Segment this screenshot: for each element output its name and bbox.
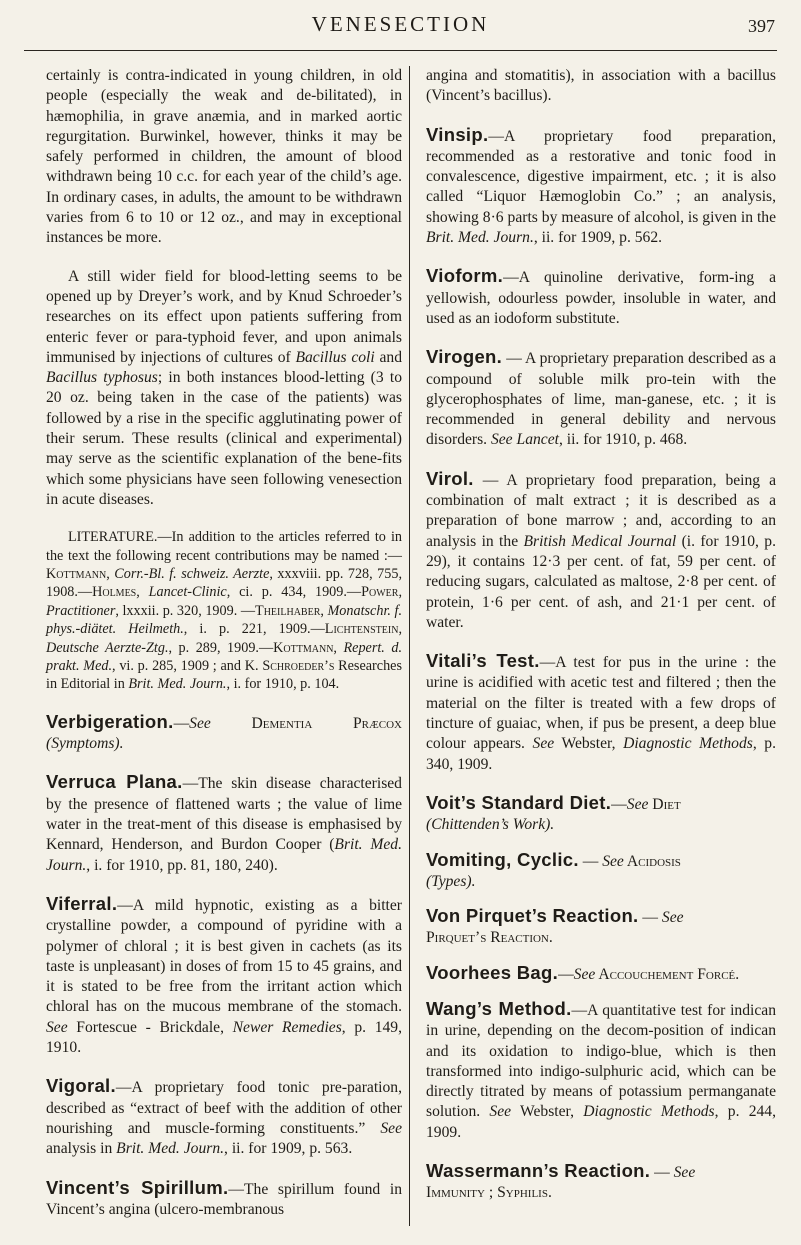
entry-verruca-plana	[46, 772, 402, 875]
see-reference: See	[532, 735, 555, 753]
entry-term: Vioform.	[426, 265, 504, 287]
text: , p. 340, 1909.	[426, 735, 776, 773]
text: ; in both instances blood-letting (3 to 20 oz. being taken in the case of the patients) was followed by a rise in the specific agglutinating power of their serum. These results (clinical and experimental) may serve as the scientific explanation of the bene-fits which some physicians have seen following venesection in acute diseases.	[46, 369, 402, 508]
text-italic: (Symptoms).	[46, 735, 124, 753]
text: , p. 244, 1909.	[426, 1103, 776, 1141]
text: —A proprietary food preparation, recommended as a restorative and tonic food in convalescence, digestive impairment, etc. ; it is also called “Liquor Hæmoglobin Co.” ; an analysis, showing 8·6 parts by measure of alcohol, is given in the	[426, 127, 776, 226]
see-reference: See	[573, 965, 596, 983]
text: ,	[333, 639, 344, 656]
text: —	[173, 714, 190, 732]
journal: Corr.-Bl. f. schweiz. Aerzte	[114, 566, 270, 583]
text-italic: (Types).	[426, 872, 476, 890]
text: and	[374, 348, 402, 366]
entry-term: Vinsip.	[426, 123, 489, 145]
author: Lichtenstein	[324, 621, 399, 638]
entry-vomiting-cyclic	[426, 850, 776, 893]
entry-vigoral	[46, 1076, 402, 1159]
text: —A test for pus in the urine : the urine is acidified with acetic test and filtered ; then the material on the filter is treated with a few drops of tincture of guaiac, when, if pus be present, a deep blue colour appears.	[426, 654, 776, 753]
see-reference: See	[189, 714, 211, 732]
cross-reference: Dementia Præcox	[210, 714, 402, 732]
entry-viferral	[46, 894, 402, 1058]
author: Holmes	[92, 584, 137, 601]
see-reference: See	[490, 431, 513, 449]
text: —The skin disease characterised by the presence of flattened warts ; the value of lime water in the treat-ment of this disease is emphasised by Kennard, Henderson, and Burdon Cooper (	[46, 775, 402, 854]
running-title: VENESECTION	[311, 12, 490, 36]
entry-term: Vitali’s Test.	[426, 650, 540, 672]
text: (i. for 1910, p. 29), it contains 12·3 per cent. of fat, 59 per cent. of reducing sugars, calculated as maltose, 2·8 per cent. of protein, 1·6 per cent. of ash, and 21·1 per cent. of water.	[426, 532, 776, 631]
cross-reference: Accouchement Forcé.	[595, 965, 740, 983]
text-italic: Bacillus coli	[295, 348, 375, 366]
text: Webster,	[511, 1103, 584, 1121]
journal: Brit. Med. Journ.	[128, 676, 227, 693]
text-italic: (Chittenden’s Work).	[426, 816, 555, 834]
see-reference: See	[46, 1018, 68, 1036]
journal: Brit. Med. Journ.	[116, 1140, 225, 1158]
text: , i. for 1910, p. 104.	[226, 676, 340, 693]
text: —A quinoline derivative, form-ing a yellowish, odourless powder, insoluble in water, and used as an iodoform substitute.	[426, 269, 776, 327]
text: , vi. p. 285, 1909 ; and K.	[112, 658, 263, 675]
entry-term: Vomiting, Cyclic.	[426, 848, 579, 870]
journal: Repert. d. prakt. Med.	[46, 639, 403, 675]
literature-paragraph	[46, 528, 402, 694]
text: , lxxxii. p. 320, 1909. —	[115, 602, 256, 619]
journal: Brit. Med. Journ.	[426, 229, 534, 247]
see-reference: See	[626, 795, 649, 813]
entry-term: Vincent’s Spirillum.	[46, 1176, 229, 1198]
text: , ci. p. 434, 1909.—	[226, 584, 362, 601]
text: —	[611, 795, 627, 813]
text: — A proprietary food preparation, being a combination of malt extract ; it is described as a preparation of bone marrow ; and, according to an analysis in the	[426, 471, 776, 550]
author: Kottmann	[46, 566, 107, 583]
text: , p. 289, 1909.—	[168, 639, 274, 656]
paragraph-blood-letting	[46, 267, 402, 511]
entry-vinsip	[426, 125, 776, 249]
text: , ii. for 1909, p. 563.	[224, 1140, 353, 1158]
text-italic: Diagnostic Methods	[583, 1103, 715, 1121]
text: Webster,	[554, 735, 624, 753]
text: analysis in	[46, 1140, 117, 1158]
entry-vitalis-test	[426, 651, 776, 775]
cross-reference: Diet	[648, 795, 681, 813]
journal: Practitioner	[46, 602, 116, 619]
author: Theilhaber	[255, 602, 321, 619]
text: —	[650, 1164, 674, 1182]
text: ,	[398, 621, 402, 638]
entry-voorhees-bag	[426, 963, 776, 985]
text: A still wider field for blood-letting seems to be opened up by Dreyer’s work, and by Knud Schroeder’s researches on its effect upon patients suffering from enteric fever or para-typhoid fever, and upon animals immunised by injections of cultures of	[46, 267, 402, 366]
journal: Brit. Med. Journ.	[46, 836, 402, 874]
journal: Deutsche Aerzte-Ztg.	[46, 639, 169, 656]
text: , p. 149, 1910.	[46, 1018, 402, 1057]
column-divider	[409, 66, 410, 1226]
entry-term: Wassermann’s Reaction.	[426, 1160, 651, 1182]
text: —A proprietary food tonic pre-paration, described as “extract of beef with the addition of other nourishing and muscle-forming constituents.”	[46, 1079, 402, 1137]
text: —A mild hypnotic, existing as a bitter crystalline powder, a compound of pyridine with a polymer of chloral ; it is best given in cachets (as its taste is unpleasant) in doses of from 15 to 45 grains, and it is stated to be free from the irritant action which chloral has on the mucous membrane of the stomach.	[46, 896, 402, 1016]
journal: Lancet	[516, 431, 559, 449]
entry-virogen	[426, 347, 776, 450]
cross-reference: Immunity ; Syphilis.	[426, 1184, 552, 1202]
entry-term: Verruca Plana.	[46, 771, 183, 793]
see-reference: See	[380, 1119, 402, 1137]
entry-term: Vigoral.	[46, 1075, 116, 1097]
text: , ii. for 1909, p. 562.	[533, 229, 663, 247]
cross-reference: Pirquet’s Reaction.	[426, 929, 553, 947]
text: , ii. for 1910, p. 468.	[558, 431, 688, 449]
text: —A quantitative test for indican in urine, depending on the decom-position of indican and its oxidation to indigo-blue, which is then transformed into indigo-sulphuric acid, which can be directly titrated by means of potassium permanganate solution.	[426, 1001, 776, 1121]
text: ,	[136, 584, 149, 601]
entry-term: Virol.	[426, 467, 474, 489]
right-column	[426, 66, 776, 1222]
text: —	[578, 852, 603, 870]
text: —	[638, 909, 662, 927]
journal: Lancet-Clinic	[148, 584, 227, 601]
entry-term: Verbigeration.	[46, 710, 174, 732]
entry-vincents-spirillum	[46, 1178, 402, 1221]
author: Kottmann	[273, 639, 334, 656]
header-rule	[24, 50, 777, 51]
text: , i. p. 221, 1909.—	[183, 621, 325, 638]
entry-wangs-method	[426, 999, 776, 1143]
literature-heading: LITERATURE.	[68, 529, 158, 546]
text: —The spirillum found in Vincent’s angina (ulcero-membranous	[46, 1180, 403, 1218]
page-number: 397	[748, 16, 775, 36]
text-italic: Newer Remedies	[232, 1018, 342, 1036]
see-reference: See	[489, 1103, 512, 1121]
text: ,	[398, 584, 402, 601]
see-reference: See	[602, 852, 624, 870]
entry-term: Von Pirquet’s Reaction.	[426, 905, 639, 927]
left-column	[46, 66, 402, 1238]
paragraph-vincent-continued: angina and stomatitis), in association with a bacillus (Vincent’s bacillus).	[426, 67, 776, 105]
entry-term: Wang’s Method.	[426, 997, 572, 1019]
see-reference: See	[661, 909, 684, 927]
text: , xxxviii. pp. 728, 755, 1908.—	[46, 566, 403, 601]
text: , i. for 1910, pp. 81, 180, 240).	[86, 856, 278, 874]
author: Schroeder’s	[262, 658, 335, 675]
cross-reference: Acidosis	[623, 852, 681, 870]
text-italic: Diagnostic Methods	[623, 735, 753, 753]
entry-term: Viferral.	[46, 892, 118, 914]
paragraph-contraindications: certainly is contra-indicated in young children, in old people (especially the weak and de-bilitated), in hæmophilia, in grave anæmia, and in marked aortic regurgitation. Burwinkel, however, thinks it may be safely performed in children, the amount of blood withdrawn being 10 c.c. for each year of the child’s age. In ordinary cases, in adults, the amount to be withdrawn varies from 6 to 10 or 12 oz., and may in exceptional instances be more.	[46, 67, 402, 247]
entry-virol	[426, 469, 776, 633]
text-italic: Bacillus typhosus	[46, 369, 158, 387]
journal: Monatschr. f. phys.-diätet. Heilmeth.	[46, 602, 402, 638]
text: ,	[106, 566, 115, 583]
entry-term: Voorhees Bag.	[426, 961, 559, 983]
text: Researches in Editorial in	[46, 658, 402, 693]
entry-vioform	[426, 266, 776, 329]
text: ,	[320, 602, 328, 619]
journal: British Medical Journal	[523, 532, 677, 550]
text: Fortescue - Brickdale,	[67, 1018, 233, 1036]
entry-von-pirquets-reaction	[426, 906, 776, 949]
entry-voits-standard-diet	[426, 793, 776, 836]
entry-wassermanns-reaction	[426, 1161, 776, 1204]
text: —	[558, 965, 574, 983]
see-reference: See	[673, 1164, 696, 1182]
entry-term: Voit’s Standard Diet.	[426, 791, 612, 813]
entry-term: Virogen.	[426, 346, 503, 368]
author: Power	[361, 584, 399, 601]
page-header	[0, 0, 801, 64]
entry-verbigeration	[46, 712, 402, 755]
text: —In addition to the articles referred to in the text the following recent contributions may be named :—	[46, 529, 402, 564]
text: — A proprietary preparation described as a compound of soluble milk pro-tein with the glycerophosphates of lime, man-ganese, etc. ; it is recommended in general debility and nervous disorders.	[426, 350, 776, 449]
